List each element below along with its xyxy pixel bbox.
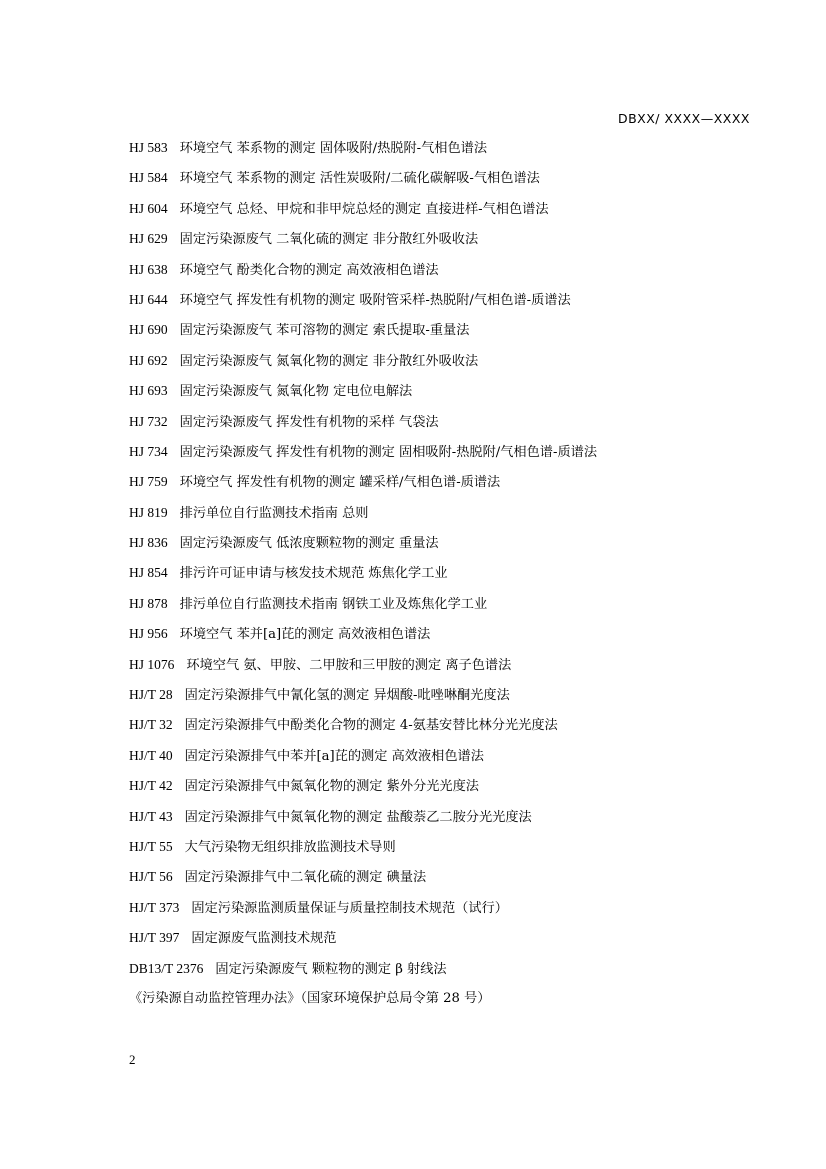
reference-code: HJ 836 <box>129 535 168 551</box>
reference-code: HJ/T 397 <box>129 930 180 946</box>
reference-item <box>129 898 597 928</box>
reference-code: HJ/T 32 <box>129 717 173 733</box>
reference-item <box>129 260 597 290</box>
reference-title: 固定污染源废气 氮氧化物的测定 非分散红外吸收法 <box>179 353 479 369</box>
reference-title: 环境空气 苯系物的测定 固体吸附/热脱附-气相色谱法 <box>179 141 488 156</box>
reference-item <box>129 715 597 745</box>
reference-title: 排污许可证申请与核发技术规范 炼焦化学工业 <box>179 566 448 582</box>
reference-item <box>129 138 597 168</box>
reference-title: 环境空气 挥发性有机物的测定 吸附管采样-热脱附/气相色谱-质谱法 <box>179 292 571 308</box>
reference-title: 固定污染源废气 低浓度颗粒物的测定 重量法 <box>179 536 439 552</box>
reference-code: HJ/T 40 <box>129 747 173 763</box>
reference-item <box>129 412 597 442</box>
reference-code: HJ/T 42 <box>129 778 173 794</box>
reference-title: 大气污染物无组织排放监测技术导则 <box>184 839 396 855</box>
reference-item <box>129 442 597 472</box>
reference-item <box>129 381 597 411</box>
reference-item <box>129 837 597 867</box>
reference-item <box>129 807 597 837</box>
reference-item <box>129 290 597 320</box>
reference-title: 固定污染源排气中酚类化合物的测定 4-氨基安替比林分光光度法 <box>184 718 558 734</box>
reference-code: HJ 584 <box>129 170 168 186</box>
document-code-header: DBXX/ XXXX—XXXX <box>617 111 750 126</box>
reference-title: 固定污染源废气 苯可溶物的测定 索氏提取-重量法 <box>179 323 470 339</box>
reference-title: 环境空气 酚类化合物的测定 高效液相色谱法 <box>179 262 439 278</box>
reference-item <box>129 199 597 229</box>
reference-title: 固定污染源废气 氮氧化物 定电位电解法 <box>179 384 413 400</box>
reference-item <box>129 989 597 1019</box>
reference-code: HJ/T 56 <box>129 869 173 885</box>
reference-code: HJ/T 43 <box>129 808 173 824</box>
reference-code: HJ 854 <box>129 565 168 581</box>
reference-item <box>129 685 597 715</box>
reference-item <box>129 168 597 198</box>
page-number: 2 <box>129 1052 136 1067</box>
reference-title: 固定污染源排气中二氧化硫的测定 碘量法 <box>184 870 427 886</box>
reference-title: 固定污染源废气 挥发性有机物的测定 固相吸附-热脱附/气相色谱-质谱法 <box>179 444 598 460</box>
reference-code: HJ 734 <box>129 443 168 459</box>
reference-title: 固定污染源废气 挥发性有机物的采样 气袋法 <box>179 414 439 430</box>
reference-title: 固定污染源废气 颗粒物的测定 β 射线法 <box>215 961 447 977</box>
reference-title: 环境空气 苯并[a]芘的测定 高效液相色谱法 <box>179 627 431 643</box>
reference-code: HJ 693 <box>129 383 168 399</box>
reference-code: HJ 956 <box>129 626 168 642</box>
reference-code: HJ 732 <box>129 413 168 429</box>
reference-item <box>129 928 597 958</box>
normative-references-list <box>129 138 597 1019</box>
reference-item <box>129 746 597 776</box>
reference-code: DB13/T 2376 <box>129 960 204 976</box>
reference-item <box>129 503 597 533</box>
reference-code: HJ 583 <box>129 140 168 155</box>
reference-code: HJ/T 55 <box>129 838 173 854</box>
reference-code: HJ 644 <box>129 291 168 307</box>
reference-title: 《污染源自动监控管理办法》（国家环境保护总局令第 28 号） <box>129 990 491 1006</box>
reference-title: 环境空气 苯系物的测定 活性炭吸附/二硫化碳解吸-气相色谱法 <box>179 171 540 187</box>
reference-code: HJ 1076 <box>129 656 175 672</box>
reference-code: HJ 604 <box>129 200 168 216</box>
reference-code: HJ 819 <box>129 504 168 520</box>
reference-code: HJ 759 <box>129 474 168 490</box>
reference-code: HJ 638 <box>129 261 168 277</box>
reference-item <box>129 624 597 654</box>
reference-item <box>129 655 597 685</box>
reference-item <box>129 959 597 989</box>
reference-item <box>129 229 597 259</box>
reference-item <box>129 351 597 381</box>
reference-item <box>129 776 597 806</box>
reference-title: 环境空气 挥发性有机物的测定 罐采样/气相色谱-质谱法 <box>179 475 501 491</box>
reference-title: 环境空气 氨、甲胺、二甲胺和三甲胺的测定 离子色谱法 <box>186 657 512 673</box>
reference-title: 固定污染源排气中氮氧化物的测定 紫外分光光度法 <box>184 779 479 795</box>
reference-item <box>129 472 597 502</box>
reference-title: 排污单位自行监测技术指南 总则 <box>179 505 369 521</box>
reference-title: 固定污染源排气中氮氧化物的测定 盐酸萘乙二胺分光光度法 <box>184 809 532 825</box>
reference-item <box>129 594 597 624</box>
reference-item <box>129 533 597 563</box>
reference-code: HJ/T 28 <box>129 687 173 703</box>
reference-item <box>129 320 597 350</box>
reference-code: HJ 690 <box>129 322 168 338</box>
reference-code: HJ/T 373 <box>129 899 180 915</box>
reference-code: HJ 692 <box>129 352 168 368</box>
reference-title: 固定污染源监测质量保证与质量控制技术规范（试行） <box>191 900 508 916</box>
reference-code: HJ 878 <box>129 595 168 611</box>
reference-title: 固定污染源排气中氰化氢的测定 异烟酸-吡唑啉酮光度法 <box>184 688 510 704</box>
reference-item <box>129 563 597 593</box>
reference-title: 固定源废气监测技术规范 <box>191 931 337 947</box>
reference-title: 固定污染源排气中苯并[a]芘的测定 高效液相色谱法 <box>184 748 484 764</box>
reference-item <box>129 867 597 897</box>
reference-title: 固定污染源废气 二氧化硫的测定 非分散红外吸收法 <box>179 232 479 248</box>
reference-title: 环境空气 总烃、甲烷和非甲烷总烃的测定 直接进样-气相色谱法 <box>179 201 549 217</box>
reference-title: 排污单位自行监测技术指南 钢铁工业及炼焦化学工业 <box>179 596 488 612</box>
reference-code: HJ 629 <box>129 231 168 247</box>
